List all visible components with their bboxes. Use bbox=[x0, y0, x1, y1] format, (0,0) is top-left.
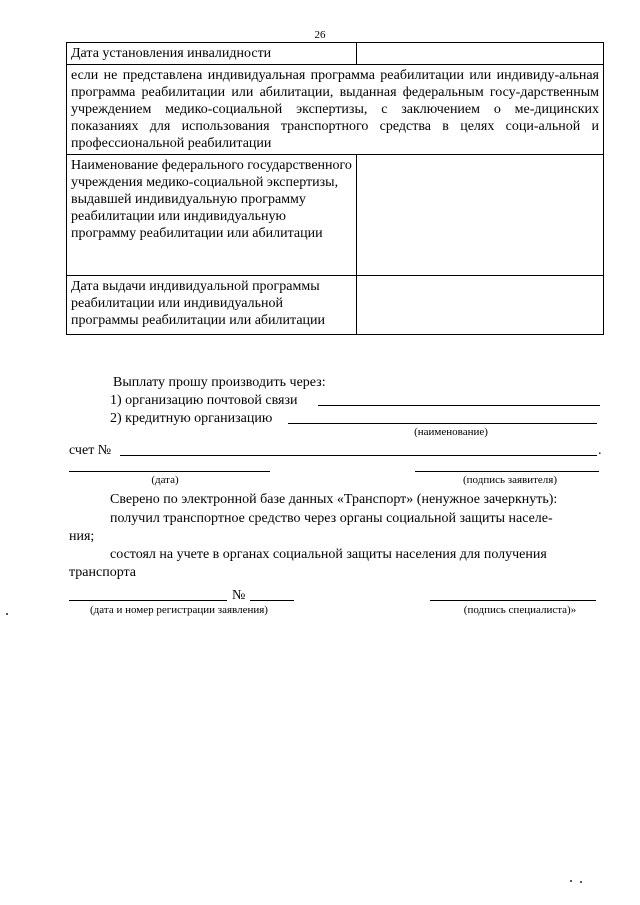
applicant-signature-field[interactable] bbox=[415, 471, 599, 472]
application-data-table bbox=[66, 42, 604, 335]
applicant-date-field[interactable] bbox=[69, 471, 270, 472]
registration-number-field[interactable] bbox=[250, 600, 294, 601]
registration-date-field[interactable] bbox=[69, 600, 227, 601]
payment-intro: Выплату прошу производить через: bbox=[113, 375, 326, 390]
table-row bbox=[67, 43, 604, 65]
bank-name-caption: (наименование) bbox=[414, 426, 488, 438]
specialist-signature-caption: (подпись специалиста)» bbox=[463, 604, 577, 616]
program-issue-date-value bbox=[357, 276, 604, 335]
scan-mark bbox=[570, 880, 572, 882]
table-row bbox=[67, 155, 604, 276]
verification-item-received-cont: ния; bbox=[69, 529, 95, 544]
specialist-signature-field[interactable] bbox=[430, 600, 596, 601]
verification-item-received: получил транспортное средство через органы социальной защиты населе- bbox=[110, 511, 553, 526]
payment-option-bank: 2) кредитную организацию bbox=[110, 411, 273, 426]
disability-date-label: Дата установления инвалидности bbox=[67, 43, 357, 65]
bank-name-field[interactable] bbox=[288, 423, 597, 424]
verification-item-registered: состоял на учете в органах социальной защиты населения для получения bbox=[110, 547, 547, 562]
scan-mark bbox=[580, 881, 582, 883]
account-end-dot: . bbox=[598, 443, 602, 458]
msе-institution-label: Наименование федерального государственного учреждения медико-социальной экспертизы, выдавшей индивидуальную программу реабилитации или индивидуальную программу реабилитации или абилитации bbox=[67, 155, 357, 276]
account-label: счет № bbox=[69, 443, 112, 458]
program-issue-date-label: Дата выдачи индивидуальной программы реабилитации или индивидуальной программы реабилитации или абилитации bbox=[67, 276, 357, 335]
rehabilitation-program-note: если не представлена индивидуальная программа реабилитации или индивиду-альная программа реабилитации или абилитации, выданная федеральным госу-дарственным учреждением медико-социальной экспертизы, с заключением о ме-дицинских показаниях для использования транспортного средства в целях соци-альной и профессиональной реабилитации bbox=[67, 65, 604, 155]
disability-date-value bbox=[357, 43, 604, 65]
registration-caption: (дата и номер регистрации заявления) bbox=[90, 604, 268, 616]
verification-intro: Сверено по электронной базе данных «Транспорт» (ненужное зачеркнуть): bbox=[110, 492, 558, 507]
table-row bbox=[67, 65, 604, 155]
applicant-date-caption: (дата) bbox=[151, 474, 179, 486]
registration-number-sign: № bbox=[232, 588, 246, 603]
applicant-signature-caption: (подпись заявителя) bbox=[462, 474, 558, 486]
account-number-field[interactable] bbox=[120, 455, 597, 456]
post-organization-field[interactable] bbox=[318, 405, 600, 406]
scan-mark bbox=[6, 613, 8, 615]
table-row bbox=[67, 276, 604, 335]
page-number: 26 bbox=[314, 29, 326, 41]
payment-option-post: 1) организацию почтовой связи bbox=[110, 393, 298, 408]
msе-institution-value bbox=[357, 155, 604, 276]
verification-item-registered-cont: транспорта bbox=[69, 565, 137, 580]
